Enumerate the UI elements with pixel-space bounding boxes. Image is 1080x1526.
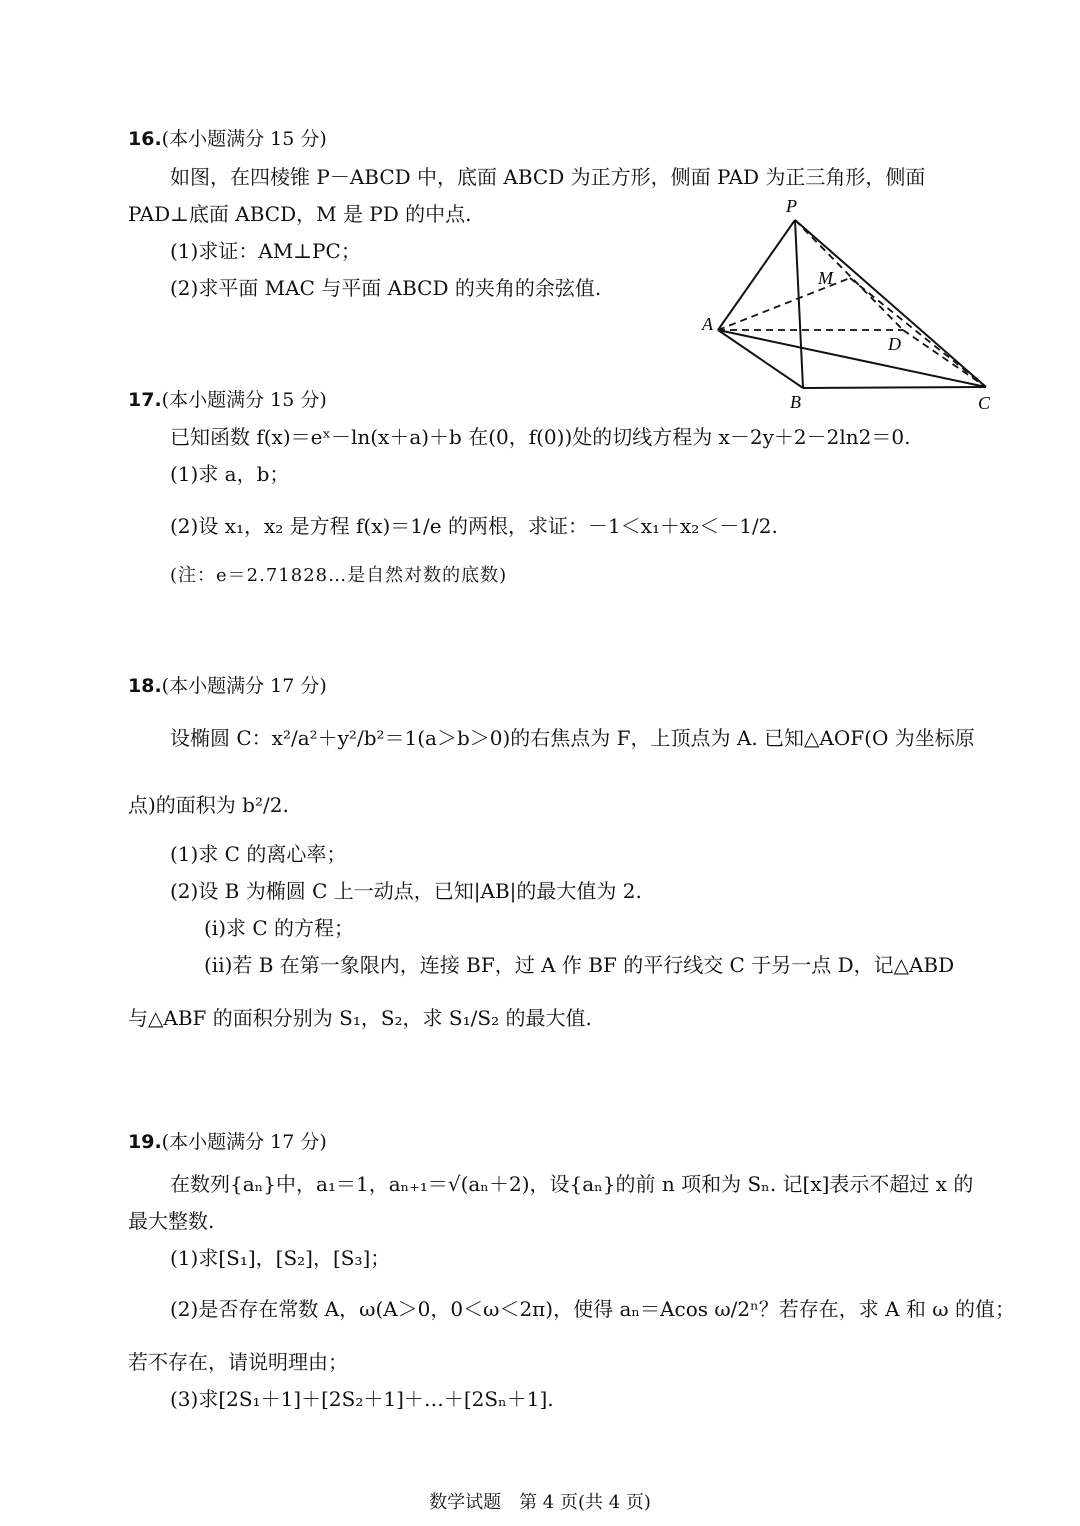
- problem-19-number: 19.: [128, 1131, 162, 1153]
- problem-18-number: 18.: [128, 675, 162, 697]
- problem-19-part-1: (1)求[S₁]，[S₂]，[S₃]；: [170, 1246, 391, 1270]
- problem-18-line-2: 点)的面积为 b²/2.: [128, 793, 289, 817]
- problem-18-part-2-ii: (ii)若 B 在第一象限内，连接 BF，过 A 作 BF 的平行线交 C 于另一点 D，记△ABD: [204, 953, 955, 977]
- problem-18-part-2: (2)设 B 为椭圆 C 上一动点，已知|AB|的最大值为 2.: [170, 879, 642, 903]
- figure-label-a: A: [702, 314, 713, 334]
- problem-18-header: [128, 674, 327, 698]
- problem-18-part-1: (1)求 C 的离心率；: [170, 842, 347, 866]
- problem-17-number: 17.: [128, 389, 162, 411]
- figure-label-c: C: [978, 393, 991, 413]
- problem-18-line-last: 与△ABF 的面积分别为 S₁，S₂，求 S₁/S₂ 的最大值.: [128, 1006, 592, 1030]
- problem-19-part-3: (3)求[2S₁＋1]＋[2S₂＋1]＋…＋[2Sₙ＋1].: [170, 1387, 554, 1411]
- problem-16-line-2: PAD⊥底面 ABCD，M 是 PD 的中点.: [128, 202, 472, 226]
- problem-19-line-2: 最大整数.: [128, 1209, 215, 1233]
- problem-17-points: (本小题满分 15 分): [161, 389, 327, 411]
- figure-label-m: M: [818, 268, 833, 288]
- problem-18-points: (本小题满分 17 分): [161, 675, 327, 697]
- problem-16-part-1: (1)求证：AM⊥PC；: [170, 239, 361, 263]
- problem-17-note: (注：e＝2.71828…是自然对数的底数): [170, 565, 508, 586]
- problem-18-line-1: 设椭圆 C：x²/a²＋y²/b²＝1(a＞b＞0)的右焦点为 F，上顶点为 A. 已知△AOF(O 为坐标原: [170, 726, 975, 750]
- problem-16-header: [128, 127, 327, 151]
- problem-17-line-1: 已知函数 f(x)＝eˣ－ln(x＋a)＋b 在(0，f(0))处的切线方程为 x－2y＋2－2ln2＝0.: [170, 425, 911, 449]
- problem-16-part-2: (2)求平面 MAC 与平面 ABCD 的夹角的余弦值.: [170, 276, 602, 300]
- problem-19-part-2: (2)是否存在常数 A，ω(A＞0，0＜ω＜2π)，使得 aₙ＝Acos ω/2ⁿ？若存在，求 A 和 ω 的值；: [170, 1297, 1015, 1321]
- problem-19-line-1: 在数列{aₙ}中，a₁＝1，aₙ₊₁＝√(aₙ＋2)，设{aₙ}的前 n 项和为 Sₙ. 记[x]表示不超过 x 的: [170, 1172, 974, 1196]
- figure-label-b: B: [790, 392, 801, 412]
- problem-16-number: 16.: [128, 128, 162, 150]
- problem-18-part-2-i: (i)求 C 的方程；: [204, 916, 355, 940]
- problem-19-part-2-cont: 若不存在，请说明理由；: [128, 1350, 348, 1374]
- figure-label-p: P: [786, 196, 797, 216]
- problem-19-points: (本小题满分 17 分): [161, 1131, 327, 1153]
- problem-17-part-2: (2)设 x₁，x₂ 是方程 f(x)＝1/e 的两根，求证：－1＜x₁＋x₂＜－1/2.: [170, 514, 778, 538]
- problem-16-points: (本小题满分 15 分): [161, 128, 327, 150]
- problem-17-part-1: (1)求 a，b；: [170, 462, 290, 486]
- problem-17-header: [128, 388, 327, 412]
- pyramid-figure: [690, 190, 1010, 415]
- figure-label-d: D: [888, 334, 901, 354]
- problem-19-header: [128, 1130, 327, 1154]
- problem-16-line-1: 如图，在四棱锥 P－ABCD 中，底面 ABCD 为正方形，侧面 PAD 为正三角形，侧面: [170, 165, 926, 189]
- page-footer: 数学试题 第 4 页(共 4 页): [429, 1492, 651, 1513]
